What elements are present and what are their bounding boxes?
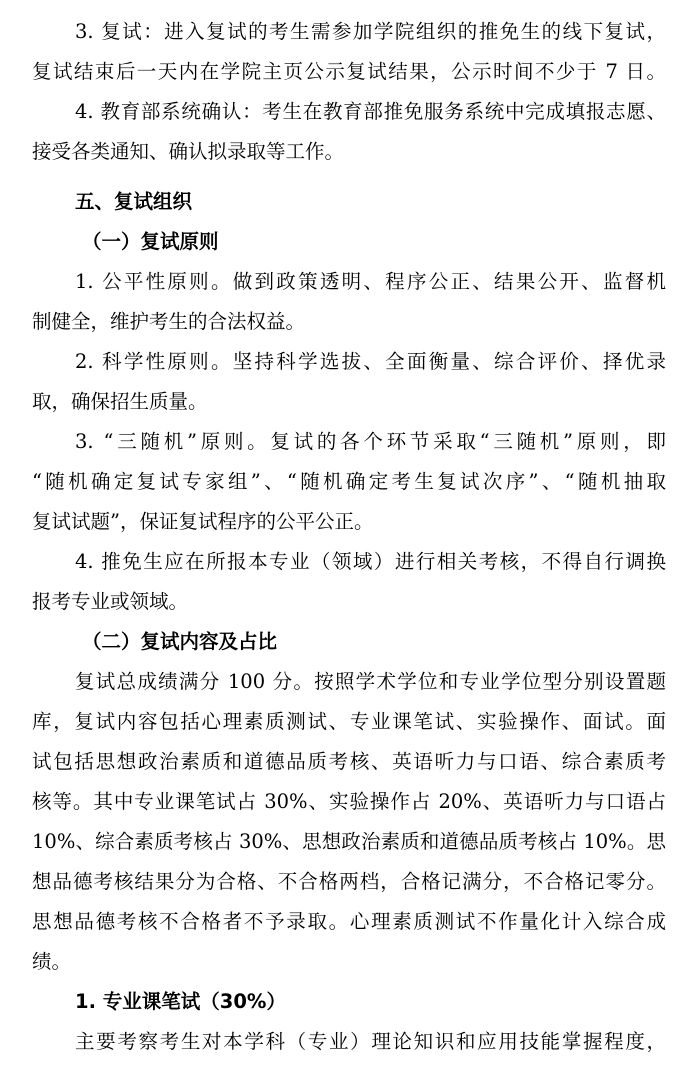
- paragraph-line: 10%、综合素质考核占 30%、思想政治素质和道德品质考核占 10%。思: [32, 830, 666, 853]
- paragraph-line: 复试结束后一天内在学院主页公示复试结果，公示时间不少于 7 日。: [32, 60, 666, 83]
- paragraph-line: 制健全，维护考生的合法权益。: [32, 310, 306, 333]
- paragraph-line: 复试试题”，保证复试程序的公平公正。: [32, 510, 374, 533]
- paragraph-line: 4. 教育部系统确认：考生在教育部推免服务系统中完成填报志愿、: [75, 100, 666, 123]
- paragraph-line: “随机确定复试专家组”、“随机确定考生复试次序”、“随机抽取: [32, 470, 666, 493]
- paragraph-line: 接受各类通知、确认拟录取等工作。: [32, 140, 345, 163]
- subsection-heading: （二）复试内容及占比: [82, 630, 278, 653]
- paragraph-line: 3. “三随机”原则。复试的各个环节采取“三随机”原则，即: [75, 430, 666, 453]
- paragraph-line: 1. 公平性原则。做到政策透明、程序公正、结果公开、监督机: [75, 270, 666, 293]
- paragraph-line: 主要考察考生对本学科（专业）理论知识和应用技能掌握程度，: [75, 1030, 666, 1053]
- subsection-heading: （一）复试原则: [82, 230, 219, 253]
- paragraph-line: 4. 推免生应在所报本专业（领域）进行相关考核，不得自行调换: [75, 550, 666, 573]
- paragraph-line: 2. 科学性原则。坚持科学选拔、全面衡量、综合评价、择优录: [75, 350, 666, 373]
- item-heading: 1. 专业课笔试（30%）: [75, 990, 286, 1013]
- paragraph-line: 试包括思想政治素质和道德品质考核、英语听力与口语、综合素质考: [32, 750, 666, 773]
- paragraph-line: 复试总成绩满分 100 分。按照学术学位和专业学位型分别设置题: [75, 670, 666, 693]
- paragraph-line: 绩。: [32, 950, 72, 973]
- section-heading: 五、复试组织: [75, 190, 193, 213]
- paragraph-line: 核等。其中专业课笔试占 30%、实验操作占 20%、英语听力与口语占: [32, 790, 666, 813]
- paragraph-line: 3. 复试：进入复试的考生需参加学院组织的推免生的线下复试，: [75, 20, 666, 43]
- paragraph-line: 报考专业或领域。: [32, 590, 189, 613]
- paragraph-line: 思想品德考核不合格者不予录取。心理素质测试不作量化计入综合成: [32, 910, 666, 933]
- paragraph-line: 想品德考核结果分为合格、不合格两档，合格记满分，不合格记零分。: [32, 870, 666, 893]
- paragraph-line: 取，确保招生质量。: [32, 390, 208, 413]
- paragraph-line: 库，复试内容包括心理素质测试、专业课笔试、实验操作、面试。面: [32, 710, 666, 733]
